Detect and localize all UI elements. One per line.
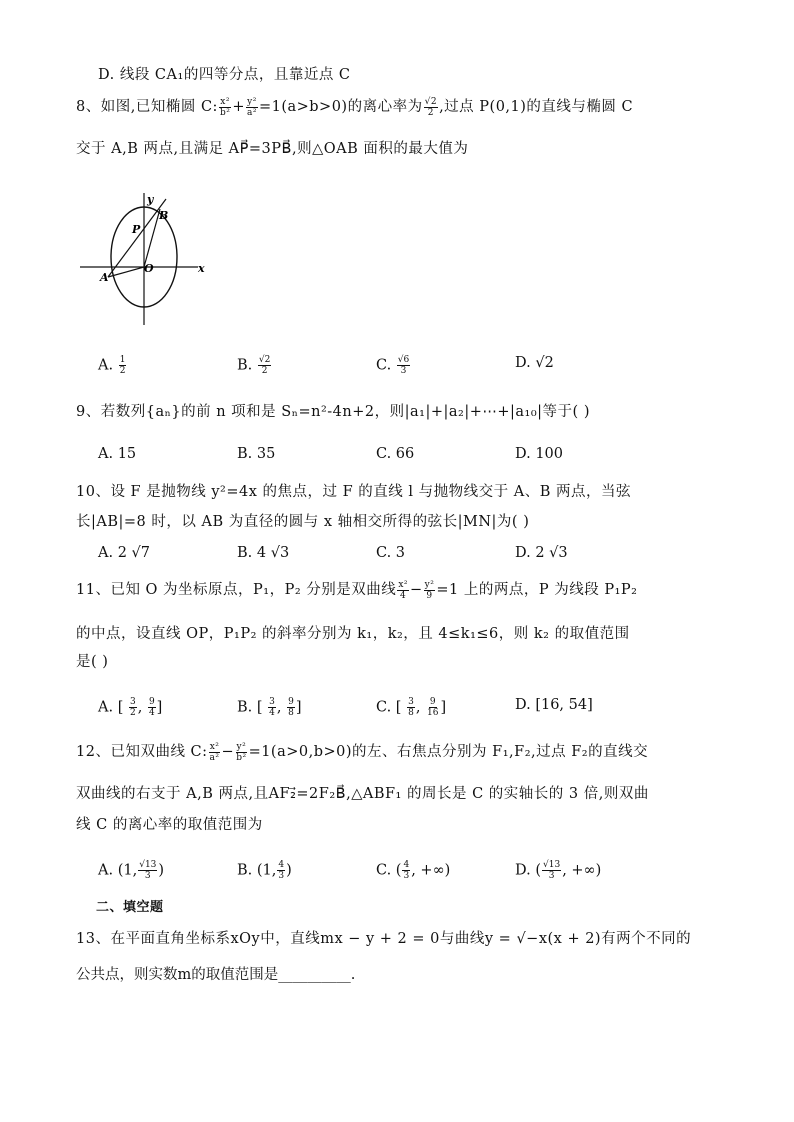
option-d[interactable]: D. 2 √3 bbox=[515, 545, 568, 561]
q12-options bbox=[98, 860, 698, 884]
label-b: B bbox=[159, 209, 169, 222]
option-d[interactable]: D. 100 bbox=[515, 446, 564, 462]
q9-stem: 9、若数列{aₙ}的前 n 项和是 Sₙ=n²-4n+2，则|a₁|+|a₂|+⋯+|a₁₀|等于( ) bbox=[76, 404, 590, 420]
q13-stem-line2: 公共点，则实数m的取值范围是__________. bbox=[76, 967, 356, 983]
option-b[interactable]: B. 35 bbox=[237, 446, 276, 462]
fraction: $\frac{\text{x²}}{\text{b²}}$ bbox=[219, 96, 231, 118]
option-a[interactable]: A. $\frac{1}{2}$ bbox=[98, 355, 126, 376]
section-title: 二、填空题 bbox=[96, 900, 164, 915]
q12-stem-line3: 线 C 的离心率的取值范围为 bbox=[76, 817, 263, 833]
q10-stem-line1: 10、设 F 是抛物线 y²=4x 的焦点，过 F 的直线 l 与抛物线交于 A、B 两点，当弦 bbox=[76, 484, 631, 500]
q12-stem-line2: 双曲线的右支于 A,B 两点,且AF₂⃗=2F₂B⃗,△ABF₁ 的周长是 C 的实轴长的 3 倍,则双曲 bbox=[76, 786, 649, 802]
fraction: $\frac{√2}{2}$ bbox=[424, 96, 438, 118]
option-d[interactable]: D. [16, 54] bbox=[515, 697, 593, 713]
option-b[interactable]: B. [ $\frac{3}{4}$ , $\frac{9}{8}$ ] bbox=[237, 697, 302, 718]
label-o: O bbox=[144, 262, 154, 275]
option-b[interactable]: B. (1, $\frac{4}{3}$ ) bbox=[237, 860, 292, 881]
q11-stem-line2: 的中点，设直线 OP，P₁P₂ 的斜率分别为 k₁，k₂，且 4≤k₁≤6，则 k₂ 的取值范围 bbox=[76, 626, 630, 642]
label-p: P bbox=[132, 223, 141, 236]
q7-option-d: D. 线段 CA₁的四等分点，且靠近点 C bbox=[98, 67, 351, 83]
q11-stem-line1: 11、已知 O 为坐标原点，P₁，P₂ 分别是双曲线 $\frac{\text{x²}}{4}$ − $\frac{\text{y²}}{9}$ =1 上的两点，P 为线段 P₁P₂ bbox=[76, 579, 638, 601]
option-d[interactable]: D. ( $\frac{√13}{3}$ , +∞) bbox=[515, 860, 602, 881]
q8-stem-line1: 8、如图,已知椭圆 C: $\frac{\text{x²}}{\text{b²}}$ + $\frac{\text{y²}}{\text{a²}}$ =1(a>b>0)的离心率为 $\frac{√2}{2}$ ,过点 P(0,1)的直线与椭圆 C bbox=[76, 96, 634, 118]
option-c[interactable]: C. $\frac{√6}{3}$ bbox=[376, 355, 410, 376]
q9-options bbox=[98, 446, 698, 470]
q10-stem-line2: 长|AB|=8 时，以 AB 为直径的圆与 x 轴相交所得的弦长|MN|为( ) bbox=[76, 514, 530, 530]
q12-stem-line1: 12、已知双曲线 C: $\frac{\text{x²}}{\text{a²}}$ − $\frac{\text{y²}}{\text{b²}}$ =1(a>0,b>0)的左、右焦点分别为 F₁,F₂,过点 F₂的直线交 bbox=[76, 741, 649, 763]
option-a[interactable]: A. [ $\frac{3}{2}$ , $\frac{9}{4}$ ] bbox=[98, 697, 163, 718]
option-a[interactable]: A. 15 bbox=[98, 446, 137, 462]
q8-stem-line2: 交于 A,B 两点,且满足 AP⃗=3PB⃗,则△OAB 面积的最大值为 bbox=[76, 141, 469, 157]
option-b[interactable]: B. 4 √3 bbox=[237, 545, 290, 561]
q10-options bbox=[98, 545, 698, 569]
option-c[interactable]: C. 3 bbox=[376, 545, 406, 561]
ellipse-figure bbox=[76, 185, 216, 330]
chord-line bbox=[108, 199, 169, 277]
label-x: x bbox=[198, 262, 205, 275]
option-d[interactable]: D. √2 bbox=[515, 355, 554, 371]
q13-stem-line1: 13、在平面直角坐标系xOy中，直线mx − y + 2 = 0与曲线y = √−x(x + 2)有两个不同的 bbox=[76, 931, 692, 947]
option-b[interactable]: B. $\frac{√2}{2}$ bbox=[237, 355, 271, 376]
label-a: A bbox=[100, 271, 109, 284]
q11-stem-line3: 是( ) bbox=[76, 654, 109, 670]
option-a[interactable]: A. (1, $\frac{√13}{3}$ ) bbox=[98, 860, 165, 881]
q11-options bbox=[98, 697, 698, 721]
q8-options bbox=[98, 355, 698, 379]
option-c[interactable]: C. 66 bbox=[376, 446, 415, 462]
option-c[interactable]: C. ( $\frac{4}{3}$ , +∞) bbox=[376, 860, 451, 881]
label-y: y bbox=[147, 193, 154, 206]
option-a[interactable]: A. 2 √7 bbox=[98, 545, 150, 561]
option-c[interactable]: C. [ $\frac{3}{8}$ , $\frac{9}{16}$ ] bbox=[376, 697, 447, 718]
segment-oa bbox=[108, 267, 144, 277]
fraction: $\frac{\text{y²}}{\text{a²}}$ bbox=[246, 96, 257, 118]
